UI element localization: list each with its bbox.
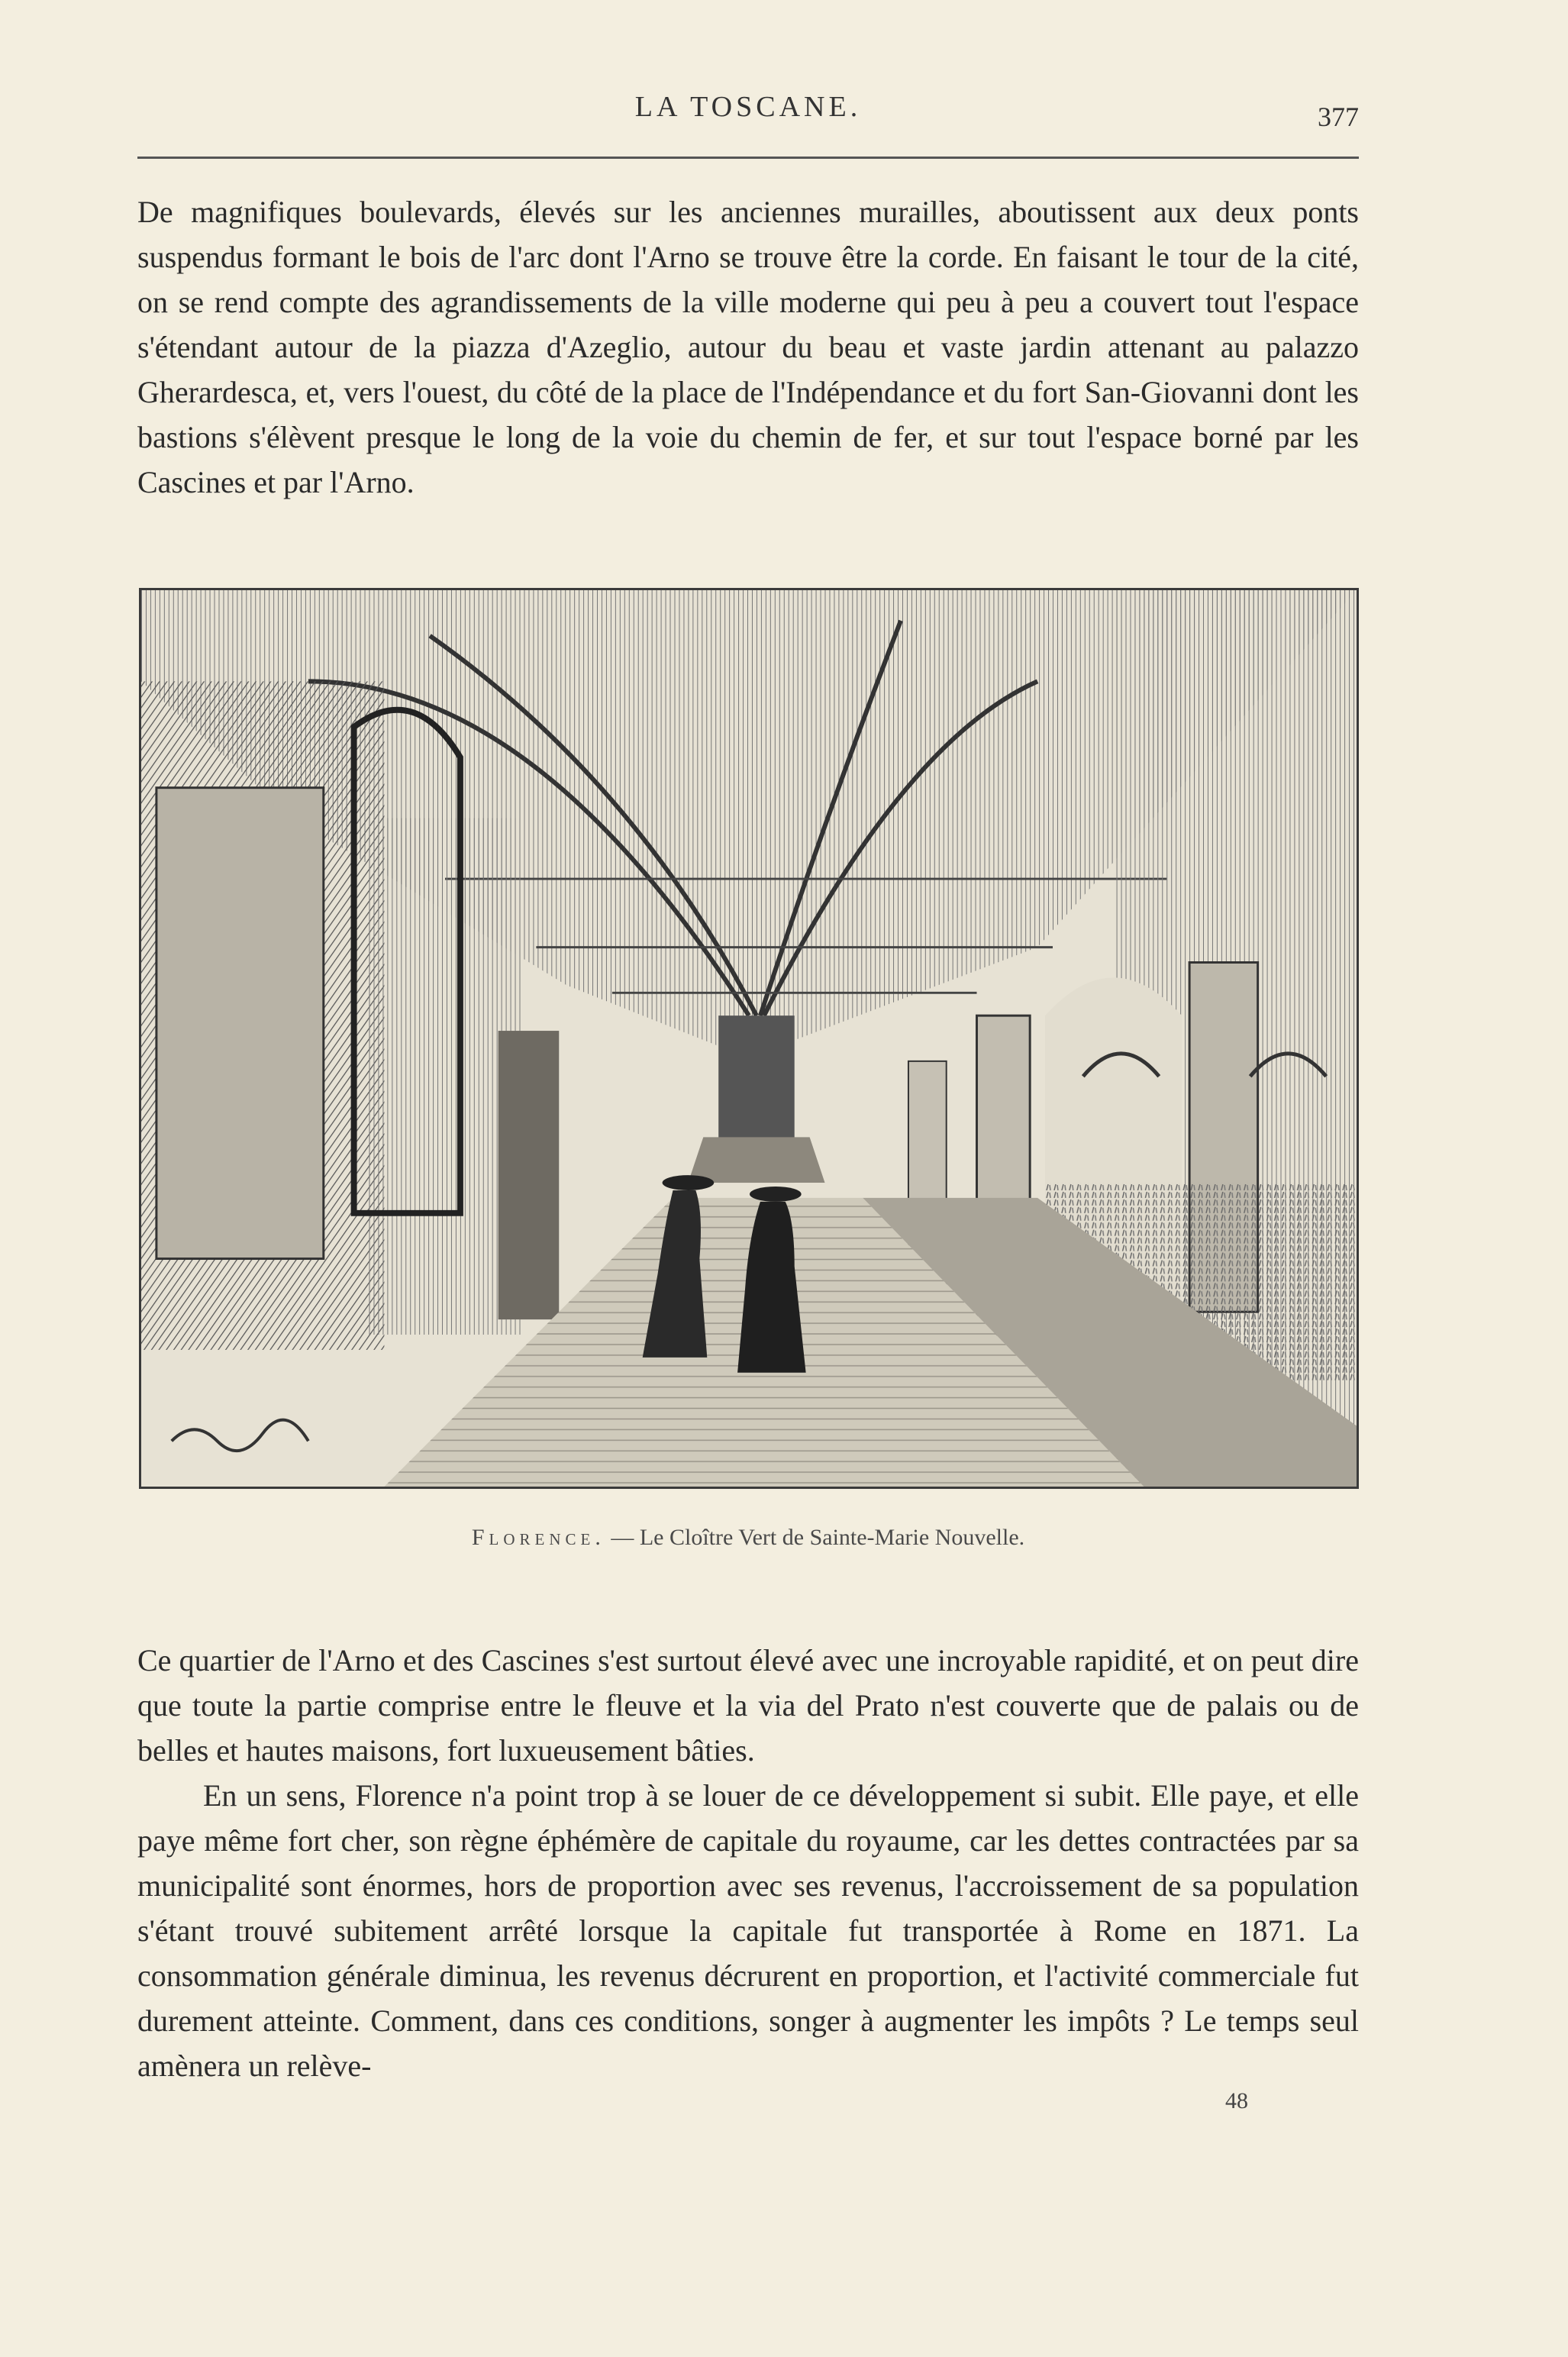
cloister-engraving: [139, 588, 1359, 1489]
running-head: [137, 86, 1359, 131]
figure-caption: [137, 1525, 1359, 1551]
page-number: 377: [1318, 102, 1359, 132]
header-rule: [137, 157, 1359, 159]
caption-place: Florence.: [471, 1525, 605, 1550]
caption-dash: —: [611, 1525, 634, 1550]
caption-text: Le Cloître Vert de Sainte-Marie Nouvelle.: [639, 1525, 1025, 1550]
text-block-top: [137, 189, 1359, 505]
paragraph: De magnifiques boulevards, élevés sur les anciennes murailles, aboutissent aux deux ponts suspendus formant le bois de l'arc dont l'Arno se trouve être la corde. En faisant le tour de la cité, on se rend compte des agrandissements de la ville moderne qui peu à peu a couvert tout l'espace s'étendant autour de la piazza d'Azeglio, autour du beau et vaste jardin attenant au palazzo Gherardesca, et, vers l'ouest, du côté de la place de l'Indépendance et du fort San-Giovanni dont les bastions s'élèvent presque le long de la voie du chemin de fer, et sur tout l'espace borné par les Cascines et par l'Arno.: [137, 195, 1359, 499]
running-title: LA TOSCANE.: [634, 91, 862, 123]
text-block-bottom: [137, 1638, 1359, 2088]
paragraph: En un sens, Florence n'a point trop à se louer de ce développement si subit. Elle paye, et elle paye même fort cher, son règne éphémère de capitale du royaume, car les dettes contractées par sa municipalité sont énormes, hors de proportion avec ses revenus, l'accroissement de sa population s'étant trouvé subitement arrêté lorsque la capitale fut transportée à Rome en 1871. La consommation générale diminua, les revenus décrurent en proportion, et l'activité commerciale fut durement atteinte. Comment, dans ces conditions, songer à augmenter les impôts ? Le temps seul amènera un relève-: [137, 1778, 1359, 2083]
engraving-drawing: [141, 590, 1357, 1487]
signature-mark: 48: [1225, 2088, 1248, 2113]
paragraph: Ce quartier de l'Arno et des Cascines s'est surtout élevé avec une incroyable rapidité, et on peut dire que toute la partie comprise entre le fleuve et la via del Prato n'est couverte que de palais ou de belles et hautes maisons, fort luxueusement bâties.: [137, 1643, 1359, 1768]
